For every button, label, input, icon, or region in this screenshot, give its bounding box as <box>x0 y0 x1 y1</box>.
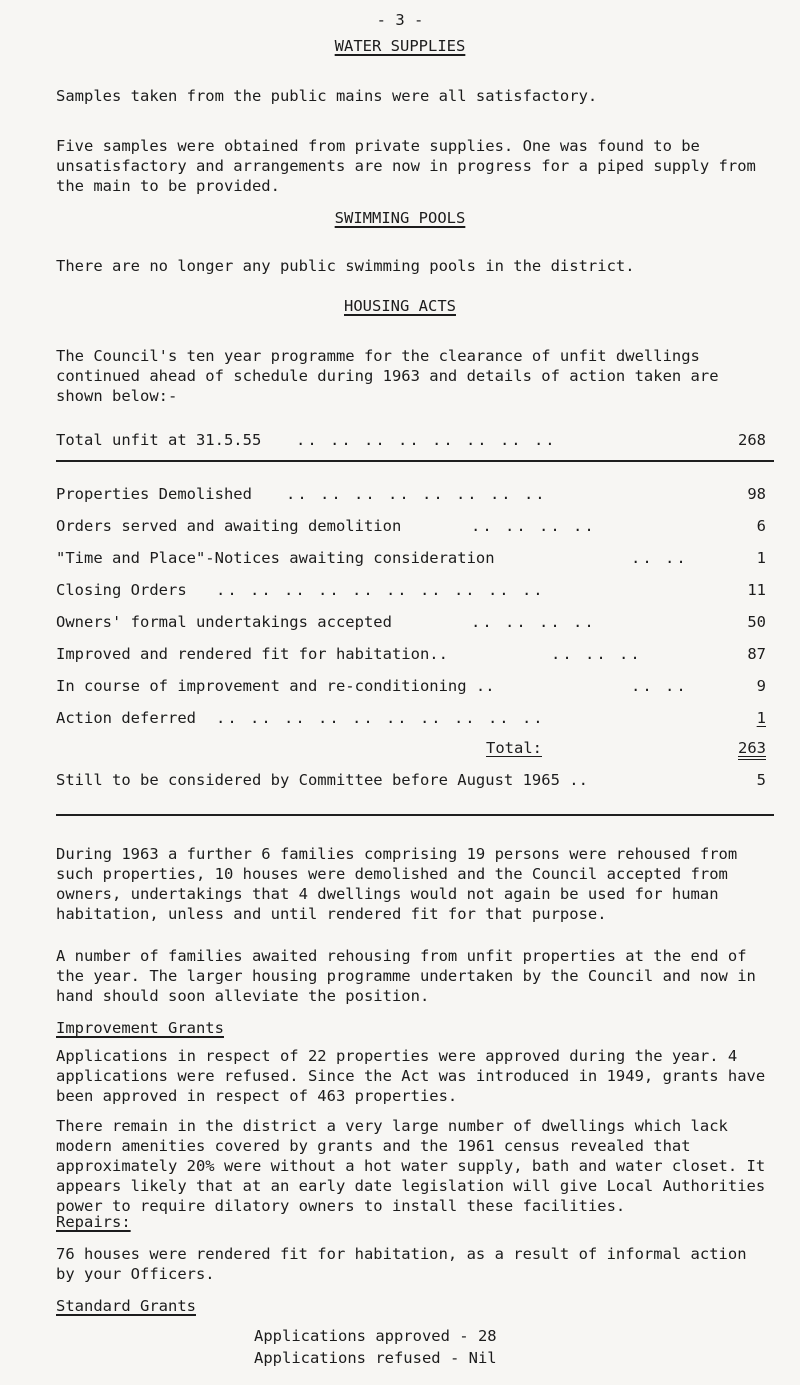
rehoused-para: During 1963 a further 6 families comprising 19 persons were rehoused from such properties, 10 houses were demolished and the Council accepted from owners, undertakings that 4 dwellings would not again be used for human habitation, unless and until rendered fit for that purpose. <box>56 845 738 923</box>
leader-dots: .. .. .. .. <box>471 613 596 631</box>
improvement-para-2: There remain in the district a very large number of dwellings which lack modern amenities covered by grants and the 1961 census revealed that approximately 20% were without a hot water supply, bath and water closet. It appears likely that at an early date legislation will give Local Authorities power to require dilatory owners to install these facilities. <box>56 1117 766 1215</box>
housing-intro-para: The Council's ten year programme for the clearance of unfit dwellings continued ahead of schedule during 1963 and details of action taken are shown below:- <box>56 347 719 405</box>
total-label: Total: <box>486 739 542 757</box>
row-label: Owners' formal undertakings accepted <box>56 613 392 631</box>
still-considered-label: Still to be considered by Committee before August 1965 .. <box>56 771 588 789</box>
pools-para: There are no longer any public swimming pools in the district. <box>56 257 635 275</box>
housing-row <box>56 580 774 600</box>
applications-approved: Applications approved - 28 <box>254 1327 497 1345</box>
housing-row <box>56 516 774 536</box>
total-value: 263 <box>738 739 766 757</box>
standard-grants-heading: Standard Grants <box>56 1297 196 1315</box>
repairs-para: 76 houses were rendered fit for habitation, as a result of informal action by your Officers. <box>56 1245 747 1283</box>
row-value: 1 <box>756 709 766 727</box>
housing-row <box>56 644 774 664</box>
row-value: 6 <box>756 517 766 535</box>
housing-row <box>56 676 774 696</box>
total-row <box>56 738 774 758</box>
row-label: "Time and Place"-Notices awaiting consideration <box>56 549 495 567</box>
repairs-heading: Repairs: <box>56 1213 131 1231</box>
housing-row <box>56 612 774 632</box>
row-label: Improved and rendered fit for habitation.. <box>56 645 448 663</box>
leader-dots: .. .. .. .. .. .. .. .. <box>296 431 557 449</box>
row-value: 1 <box>756 549 766 567</box>
row-label: Properties Demolished <box>56 485 252 503</box>
improvement-grants-heading: Improvement Grants <box>56 1019 224 1037</box>
awaited-para: A number of families awaited rehousing from unfit properties at the end of the year. The larger housing programme undertaken by the Council and now in hand should soon alleviate the position. <box>56 947 756 1005</box>
swimming-pools-heading: SWIMMING POOLS <box>334 209 466 227</box>
total-unfit-value: 268 <box>738 431 766 449</box>
table-top-rule <box>56 460 774 462</box>
applications-refused: Applications refused - Nil <box>254 1349 497 1367</box>
total-unfit-label: Total unfit at 31.5.55 <box>56 431 262 449</box>
leader-dots: .. .. <box>631 677 688 695</box>
housing-row <box>56 548 774 568</box>
leader-dots: .. .. .. .. .. .. .. .. <box>286 485 547 503</box>
water-supplies-heading: WATER SUPPLIES <box>334 37 466 55</box>
row-label: In course of improvement and re-conditioning .. <box>56 677 495 695</box>
row-label: Action deferred <box>56 709 196 727</box>
water-para-1: Samples taken from the public mains were all satisfactory. <box>56 87 598 105</box>
water-para-2: Five samples were obtained from private supplies. One was found to be unsatisfactory and arrangements are now in progress for a piped supply from the main to be provided. <box>56 137 756 195</box>
housing-acts-heading: HOUSING ACTS <box>344 297 456 315</box>
leader-dots: .. .. <box>631 549 688 567</box>
row-value: 98 <box>747 485 766 503</box>
row-value: 9 <box>756 677 766 695</box>
leader-dots: .. .. .. .. <box>471 517 596 535</box>
housing-row <box>56 708 774 728</box>
still-considered-row <box>56 770 774 790</box>
row-label: Closing Orders <box>56 581 187 599</box>
row-label: Orders served and awaiting demolition <box>56 517 402 535</box>
housing-row <box>56 484 774 504</box>
improvement-para-1: Applications in respect of 22 properties were approved during the year. 4 applications were refused. Since the Act was introduced in 1949, grants have been approved in respect of 463 properties. <box>56 1047 766 1105</box>
table-bottom-rule <box>56 814 774 816</box>
leader-dots: .. .. .. .. .. .. .. .. .. .. <box>216 581 545 599</box>
row-value: 87 <box>747 645 766 663</box>
row-value: 50 <box>747 613 766 631</box>
leader-dots: .. .. .. <box>551 645 642 663</box>
still-considered-value: 5 <box>756 771 766 789</box>
page-number: - 3 - <box>376 11 424 29</box>
row-value: 11 <box>747 581 766 599</box>
total-unfit-row <box>56 430 774 450</box>
leader-dots: .. .. .. .. .. .. .. .. .. .. <box>216 709 545 727</box>
